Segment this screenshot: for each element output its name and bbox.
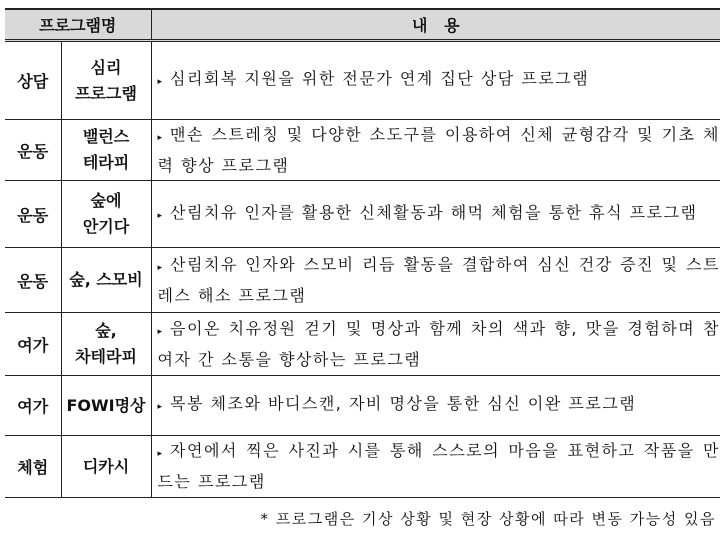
table-row [5, 248, 720, 313]
description-cell [151, 181, 720, 248]
bullet-icon: ▸ [157, 449, 163, 459]
category-cell: 운동 [5, 120, 61, 181]
bullet-icon: ▸ [157, 326, 163, 337]
bullet-icon: ▸ [157, 77, 163, 87]
description-cell [151, 436, 720, 498]
description-text: 자연에서 찍은 사진과 시를 통해 스스로의 마음을 표현하고 작품을 만드는 프로그램 [157, 441, 720, 491]
description-cell [151, 120, 720, 181]
bullet-icon: ▸ [157, 402, 163, 412]
header-program-name: 프로그램명 [5, 9, 151, 41]
category-cell: 여가 [5, 376, 61, 436]
table-row [5, 41, 720, 120]
table-row [5, 181, 720, 248]
category-cell: 운동 [5, 181, 61, 248]
description-text: 산림치유 인자를 활용한 신체활동과 해먹 체험을 통한 휴식 프로그램 [170, 202, 698, 222]
program-name-cell: 숲, 스모비 [61, 248, 151, 313]
program-name-cell: 숲에 안기다 [61, 181, 151, 248]
description-cell [151, 376, 720, 436]
table-row [5, 120, 720, 181]
table-row [5, 313, 720, 376]
program-name-cell: 숲, 차테라피 [61, 313, 151, 376]
program-name-cell: 밸런스 테라피 [61, 120, 151, 181]
header-content: 내 용 [151, 9, 720, 41]
description-text: 음이온 치유정원 걷기 및 명상과 함께 차의 색과 향, 맛을 경험하며 참여자 간 소통을 향상하는 프로그램 [157, 318, 720, 369]
program-name-cell: 심리 프로그램 [61, 41, 151, 120]
table-row [5, 376, 720, 436]
category-cell: 운동 [5, 248, 61, 313]
description-text: 맨손 스트레칭 및 다양한 소도구를 이용하여 신체 균형감각 및 기초 체력 향상 프로그램 [157, 124, 720, 175]
bullet-icon: ▸ [157, 262, 163, 273]
table-row [5, 436, 720, 498]
category-cell: 여가 [5, 313, 61, 376]
description-cell [151, 248, 720, 313]
footnote: * 프로그램은 기상 상황 및 현장 상황에 따라 변동 가능성 있음 [260, 510, 716, 528]
description-text: 산림치유 인자와 스모비 리듬 활동을 결합하여 심신 건강 증진 및 스트레스 해소 프로그램 [157, 254, 720, 305]
bullet-icon: ▸ [157, 210, 163, 221]
category-cell: 상담 [5, 41, 61, 120]
program-name-cell: FOWI명상 [61, 376, 151, 436]
program-table [5, 8, 720, 498]
description-cell [151, 41, 720, 120]
description-text: 목봉 체조와 바디스캔, 자비 명상을 통한 심신 이완 프로그램 [170, 394, 637, 413]
bullet-icon: ▸ [157, 132, 163, 143]
description-cell [151, 313, 720, 376]
description-text: 심리회복 지원을 위한 전문가 연계 집단 상담 프로그램 [170, 69, 590, 88]
category-cell: 체험 [5, 436, 61, 498]
program-name-cell: 디카시 [61, 436, 151, 498]
